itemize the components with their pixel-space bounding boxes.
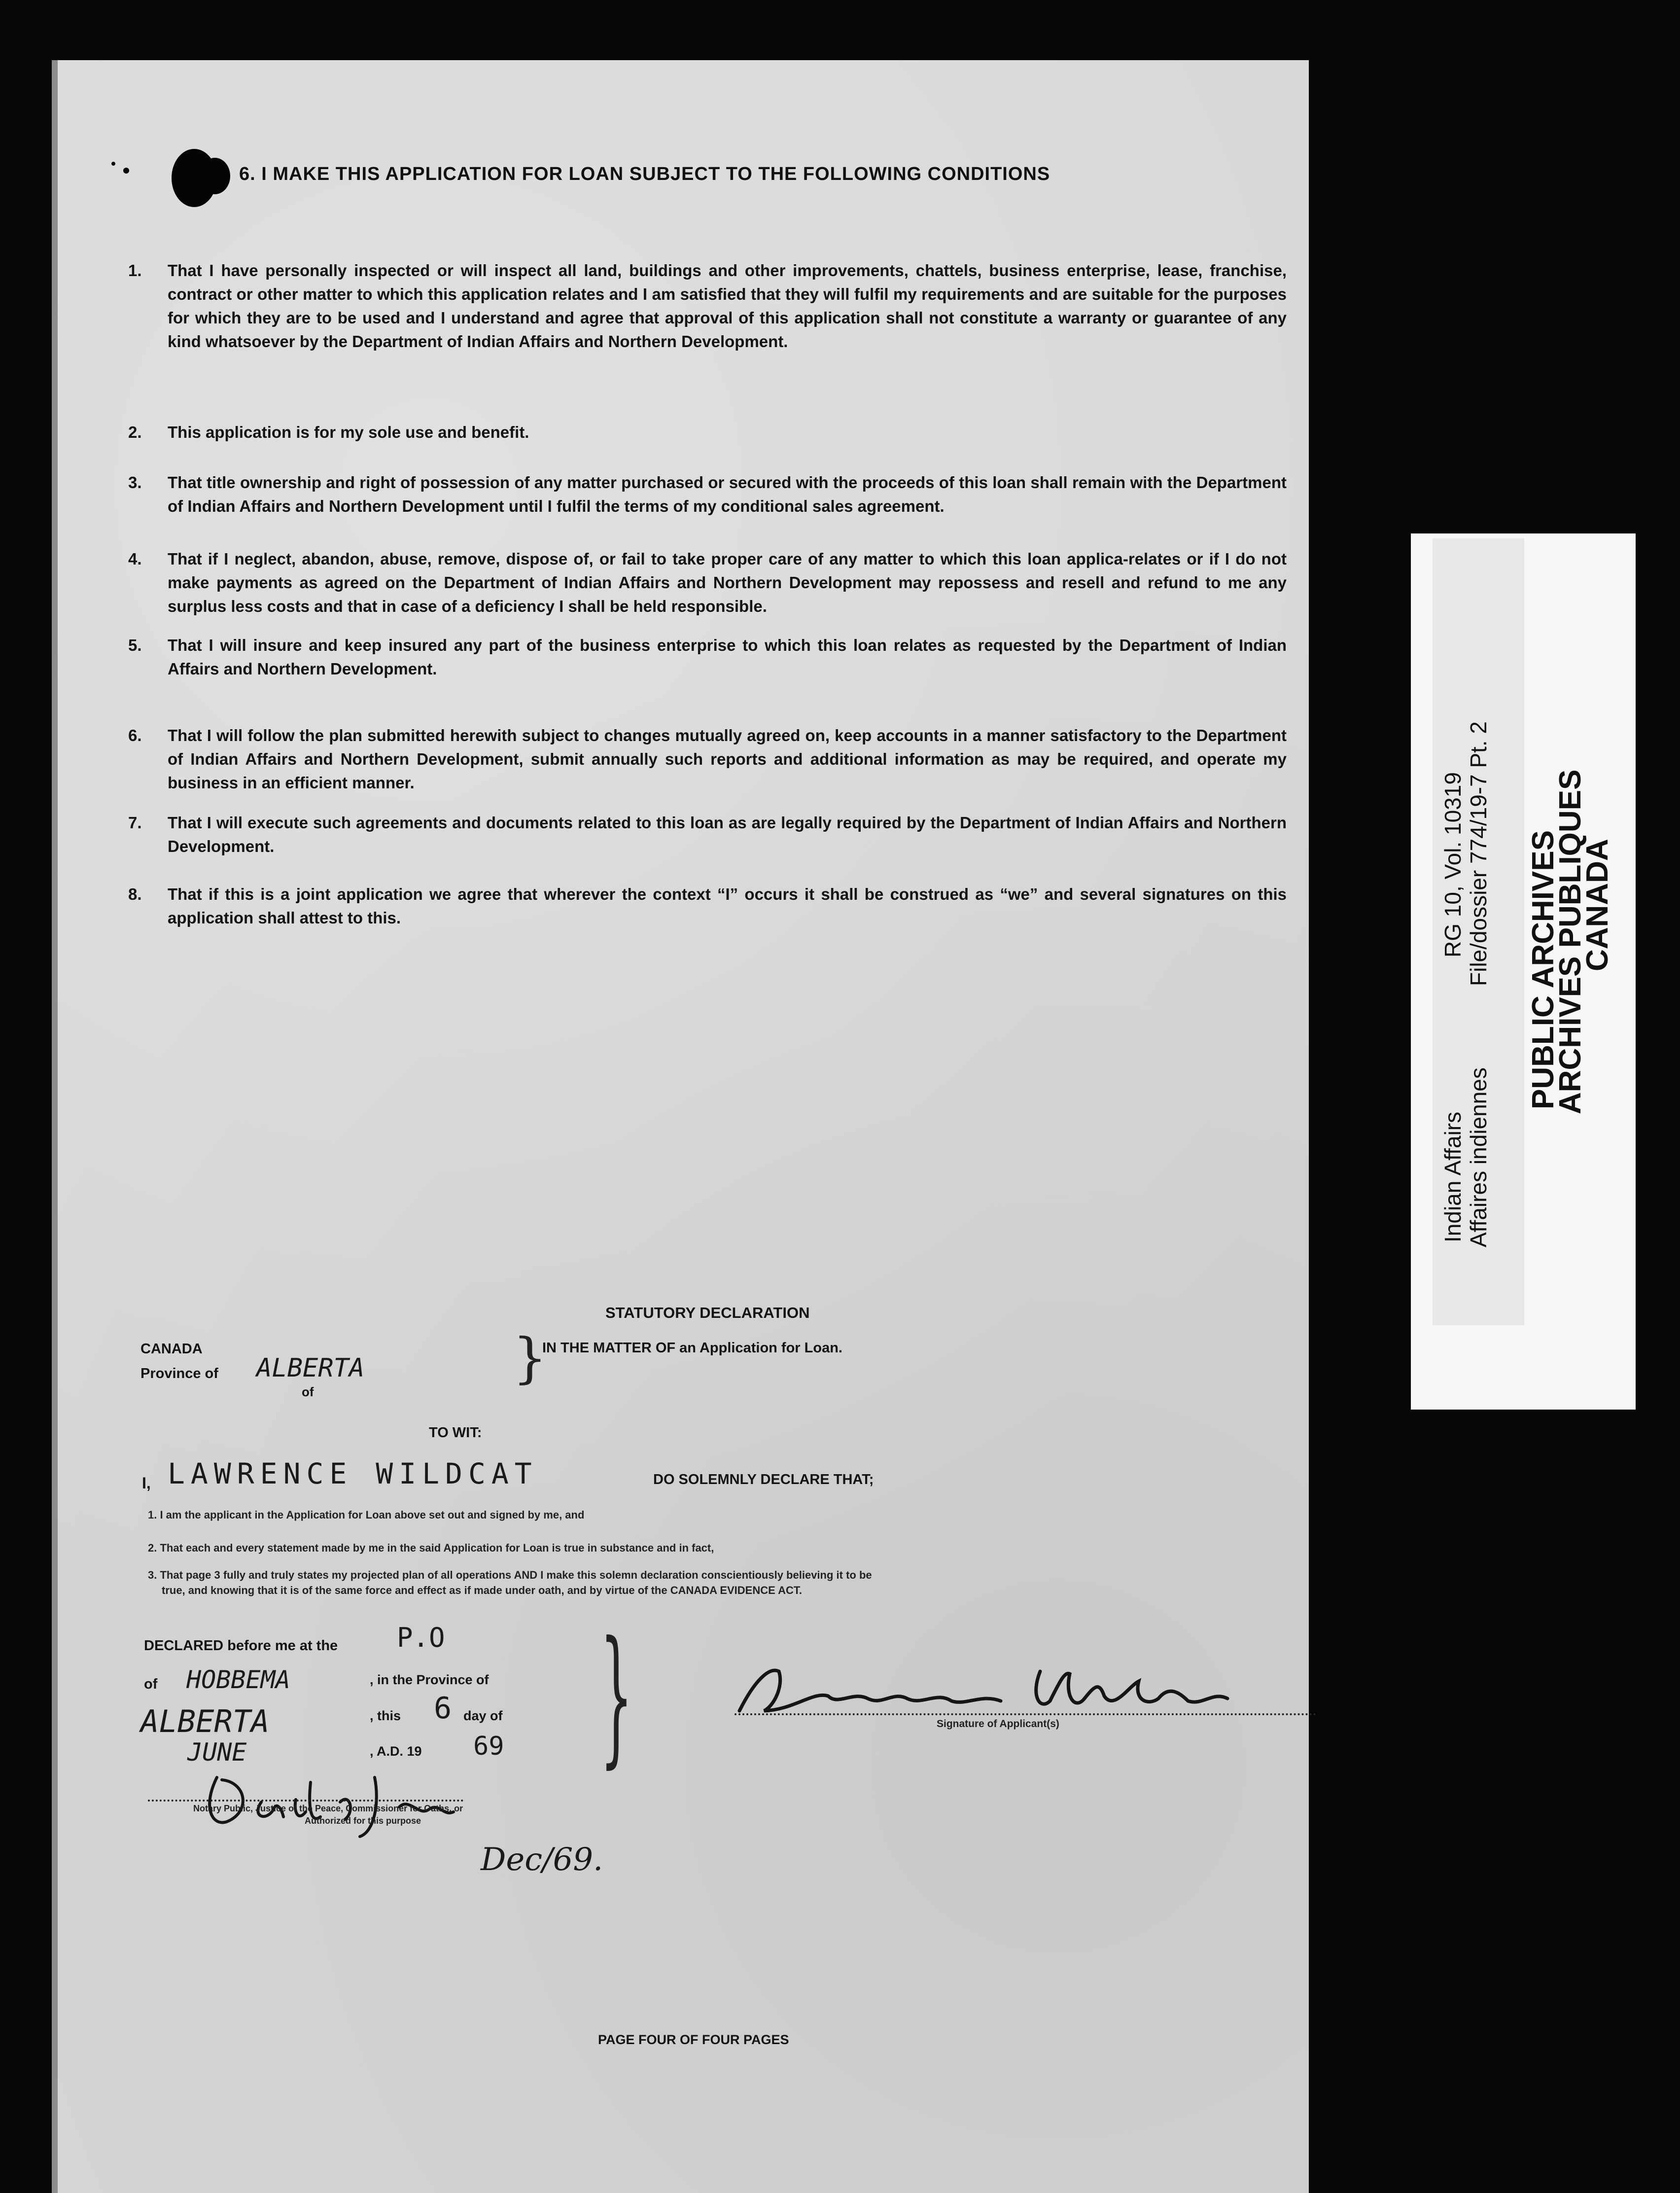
archive-line-4: File/dossier 774/19-7 Pt. 2: [1466, 721, 1491, 986]
archive-line-3: RG 10, Vol. 10319: [1440, 772, 1466, 957]
of-label: of: [302, 1384, 314, 1399]
declaration-item: 3. That page 3 fully and truly states my projected plan of all operations AND I make this solemn declaration conscientiously believing it to be: [148, 1569, 872, 1581]
day-value: 6: [434, 1691, 452, 1726]
condition-number: 8.: [128, 885, 142, 903]
matter-text: IN THE MATTER OF an Application for Loan.: [542, 1340, 842, 1356]
declaration-item: 1. I am the applicant in the Application for Loan above set out and signed by me, and: [148, 1509, 585, 1521]
page-edge-shadow: [52, 60, 58, 2193]
condition-item: [128, 421, 1292, 445]
canada-label: CANADA: [140, 1341, 203, 1357]
condition-text: That I have personally inspected or will inspect all land, buildings and other improvements, chattels, business enterprise, lease, franchise, contract or other matter to which this application relates and I am satisfied that they will fulfil my requirements and are suitable for the purposes for which they are to be used and I understand and agree that approval of this application shall not constitute a warranty or guarantee of any kind whatsoever by the Department of Indian Affairs and Northern Development.: [168, 261, 1287, 351]
condition-text: That I will insure and keep insured any part of the business enterprise to which this loan relates as requested by the Department of Indian Affairs and Northern Development.: [168, 636, 1287, 678]
declaration-item: true, and knowing that it is of the same force and effect as if made under oath, and by virtue of the CANADA EVIDENCE ACT.: [162, 1584, 802, 1596]
archive-stamp-1: PUBLIC ARCHIVES: [1526, 830, 1560, 1109]
ad-label: , A.D. 19: [370, 1744, 422, 1759]
bracket: }: [513, 1326, 547, 1389]
day-of-label: day of: [463, 1708, 503, 1723]
condition-item: [128, 259, 1292, 382]
signature-line: [735, 1713, 1316, 1715]
condition-item: [128, 811, 1292, 860]
declared-label: DECLARED before me at the: [144, 1638, 338, 1654]
ink-blot: [200, 158, 230, 194]
condition-number: 5.: [128, 636, 142, 654]
page-footer: PAGE FOUR OF FOUR PAGES: [598, 2032, 789, 2047]
condition-item: [128, 547, 1292, 621]
signature-caption: Signature of Applicant(s): [937, 1718, 1059, 1730]
solemnly-declare: DO SOLEMNLY DECLARE THAT;: [653, 1472, 874, 1487]
i-label: I,: [142, 1474, 151, 1492]
condition-item: [128, 883, 1292, 932]
archive-stamp-2: ARCHIVES PUBLIQUES: [1553, 769, 1587, 1114]
applicant-name: LAWRENCE WILDCAT: [168, 1457, 538, 1490]
bracket: }: [600, 1610, 633, 1782]
condition-number: 2.: [128, 423, 142, 441]
archive-line-1: Indian Affairs: [1440, 1111, 1466, 1242]
in-province-label: , in the Province of: [370, 1672, 489, 1687]
section-heading: 6. I MAKE THIS APPLICATION FOR LOAN SUBJECT TO THE FOLLOWING CONDITIONS: [239, 164, 1050, 184]
town-value: HOBBEMA: [186, 1665, 290, 1694]
this-label: , this: [370, 1708, 401, 1723]
declaration-item: 2. That each and every statement made by me in the said Application for Loan is true in substance and in fact,: [148, 1542, 714, 1554]
condition-text: This application is for my sole use and benefit.: [168, 423, 529, 441]
condition-number: 3.: [128, 473, 142, 492]
year-value: 69: [473, 1732, 504, 1761]
condition-item: [128, 634, 1292, 683]
condition-text: That title ownership and right of possession of any matter purchased or secured with the proceeds of this loan shall remain with the Department of Indian Affairs and Northern Development until I fulfil the terms of my conditional sales agreement.: [168, 473, 1287, 515]
archive-stamp-3: CANADA: [1580, 839, 1614, 971]
commission-expiry: Dec/69.: [481, 1841, 603, 1878]
notary-signature: [187, 1763, 532, 1841]
condition-item: [128, 724, 1292, 798]
province-label: Province of: [140, 1366, 218, 1381]
notary-caption: Authorized for this purpose: [305, 1816, 421, 1826]
condition-text: That if this is a joint application we agree that wherever the context “I” occurs it shall be construed as “we” and several signatures on this application shall attest to this.: [168, 885, 1287, 927]
notary-line: [148, 1800, 463, 1802]
of-label-2: of: [144, 1676, 158, 1692]
ink-blot: [123, 168, 129, 174]
condition-item: [128, 471, 1292, 520]
to-wit-label: TO WIT:: [429, 1425, 482, 1441]
province-value-2: ALBERTA: [140, 1703, 270, 1739]
month-value: JUNE: [187, 1738, 247, 1767]
condition-number: 1.: [128, 261, 142, 280]
archive-line-2: Affaires indiennes: [1466, 1067, 1491, 1247]
condition-number: 6.: [128, 726, 142, 744]
declaration-title: STATUTORY DECLARATION: [605, 1304, 810, 1321]
province-value: ALBERTA: [256, 1353, 365, 1383]
condition-text: That I will follow the plan submitted herewith subject to changes mutually agreed on, keep accounts in a manner satisfactory to the Department of Indian Affairs and Northern Development, submit annually such reports and additional information as may be required, and operate my business in an efficient manner.: [168, 726, 1287, 792]
declared-place: P.O: [397, 1622, 445, 1653]
condition-text: That if I neglect, abandon, abuse, remove, dispose of, or fail to take proper care of any matter to which this loan applica-relates or if I do not make payments as agreed on the Department of Indian Affairs and Northern Development may repossess and resell and refund to me any surplus less costs and that in case of a deficiency I shall be held responsible.: [168, 550, 1287, 615]
notary-caption: Notary Public, Justice of the Peace, Commissioner for Oaths, or: [193, 1804, 463, 1813]
condition-number: 7.: [128, 814, 142, 832]
ink-blot: [111, 162, 115, 166]
condition-number: 4.: [128, 550, 142, 568]
condition-text: That I will execute such agreements and documents related to this loan as are legally required by the Department of Indian Affairs and Northern Development.: [168, 814, 1287, 855]
